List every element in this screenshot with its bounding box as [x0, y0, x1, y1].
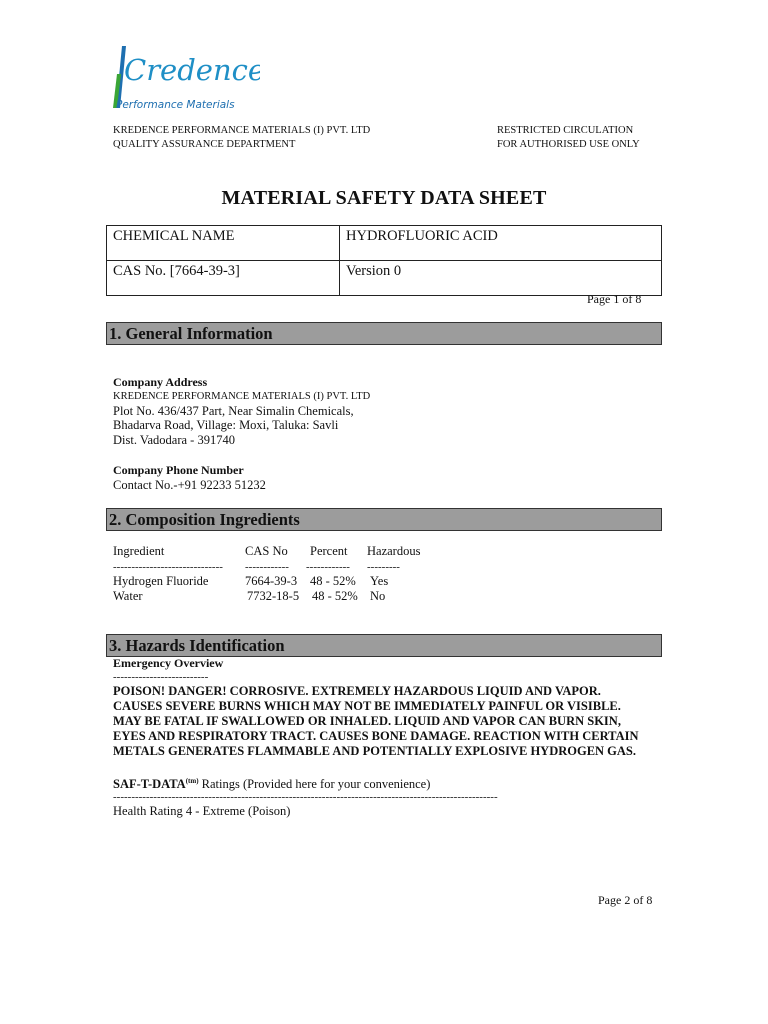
ingredient-name: Hydrogen Fluoride — [113, 574, 209, 588]
col-header-ingredient: Ingredient — [113, 544, 165, 558]
warning-line: CAUSES SEVERE BURNS WHICH MAY NOT BE IMMEDIATELY PAINFUL OR VISIBLE. — [113, 699, 621, 713]
warning-line: POISON! DANGER! CORROSIVE. EXTREMELY HAZARDOUS LIQUID AND VAPOR. — [113, 684, 601, 698]
col-header-percent: Percent — [310, 544, 348, 558]
header-department: QUALITY ASSURANCE DEPARTMENT — [113, 139, 296, 150]
version-value: Version 0 — [340, 261, 662, 296]
address-line: Plot No. 436/437 Part, Near Simalin Chemicals, — [113, 404, 354, 418]
page-number-bottom: Page 2 of 8 — [598, 893, 653, 907]
section-2-title: 2. Composition Ingredients — [109, 510, 300, 529]
dash-rule: ------------------------------ — [113, 561, 223, 573]
section-2-header — [106, 508, 662, 531]
chemical-name-value: HYDROFLUORIC ACID — [340, 226, 662, 261]
address-heading: Company Address — [113, 375, 208, 389]
address-line: Dist. Vadodara - 391740 — [113, 433, 235, 447]
section-1-header — [106, 322, 662, 345]
table-row — [107, 226, 662, 261]
dash-rule: ------------ — [245, 561, 289, 573]
warning-line: MAY BE FATAL IF SWALLOWED OR INHALED. LIQUID AND VAPOR CAN BURN SKIN, — [113, 714, 621, 728]
address-line: KREDENCE PERFORMANCE MATERIALS (I) PVT. LTD — [113, 391, 371, 402]
col-header-hazardous: Hazardous — [367, 544, 421, 558]
health-rating: Health Rating 4 - Extreme (Poison) — [113, 804, 291, 818]
saf-t-data-label: SAF-T-DATA — [113, 777, 186, 792]
address-line: Bhadarva Road, Village: Moxi, Taluka: Savli — [113, 418, 339, 432]
warning-line: METALS GENERATES FLAMMABLE AND POTENTIALLY EXPLOSIVE HYDROGEN GAS. — [113, 744, 637, 758]
page-number-top: Page 1 of 8 — [587, 292, 642, 306]
ingredient-cas: 7732-18-5 — [247, 589, 300, 603]
trademark-sup: (tm) — [185, 777, 199, 785]
section-1-title: 1. General Information — [109, 324, 273, 343]
emergency-overview-heading: Emergency Overview — [113, 656, 224, 670]
chemical-name-label: CHEMICAL NAME — [107, 226, 340, 261]
logo-mark-icon — [110, 44, 260, 114]
dash-rule: --------- — [367, 561, 400, 573]
warning-line: EYES AND RESPIRATORY TRACT. CAUSES BONE DAMAGE. REACTION WITH CERTAIN — [113, 729, 639, 743]
logo-wordmark: Credence — [124, 53, 260, 87]
col-header-cas: CAS No — [245, 544, 288, 558]
saf-t-data-desc: Ratings (Provided here for your convenience) — [198, 777, 431, 792]
header-circulation: RESTRICTED CIRCULATION — [497, 125, 634, 136]
phone-heading: Company Phone Number — [113, 463, 244, 477]
document-title: MATERIAL SAFETY DATA SHEET — [221, 187, 547, 209]
chemical-info-table — [106, 225, 662, 296]
company-logo — [110, 44, 260, 114]
header-company: KREDENCE PERFORMANCE MATERIALS (I) PVT. LTD — [113, 125, 371, 136]
phone-number: Contact No.-+91 92233 51232 — [113, 478, 266, 492]
section-3-title: 3. Hazards Identification — [109, 636, 285, 655]
overview-rule: -------------------------- — [113, 671, 209, 683]
logo-subtitle: Performance Materials — [116, 99, 235, 111]
dash-rule: ------------ — [306, 561, 350, 573]
ingredient-name: Water — [113, 589, 143, 603]
header-use: FOR AUTHORISED USE ONLY — [497, 139, 640, 150]
cas-label: CAS No. [7664-39-3] — [107, 261, 340, 296]
section-3-header — [106, 634, 662, 657]
ingredient-hazardous: Yes — [370, 574, 389, 588]
ingredient-percent: 48 - 52% — [312, 589, 358, 603]
long-rule: --------------------------------------------------------------------------------------------------------- — [113, 791, 498, 803]
ingredient-percent: 48 - 52% — [310, 574, 356, 588]
ingredient-cas: 7664-39-3 — [245, 574, 298, 588]
table-row — [107, 261, 662, 296]
ingredient-hazardous: No — [370, 589, 386, 603]
